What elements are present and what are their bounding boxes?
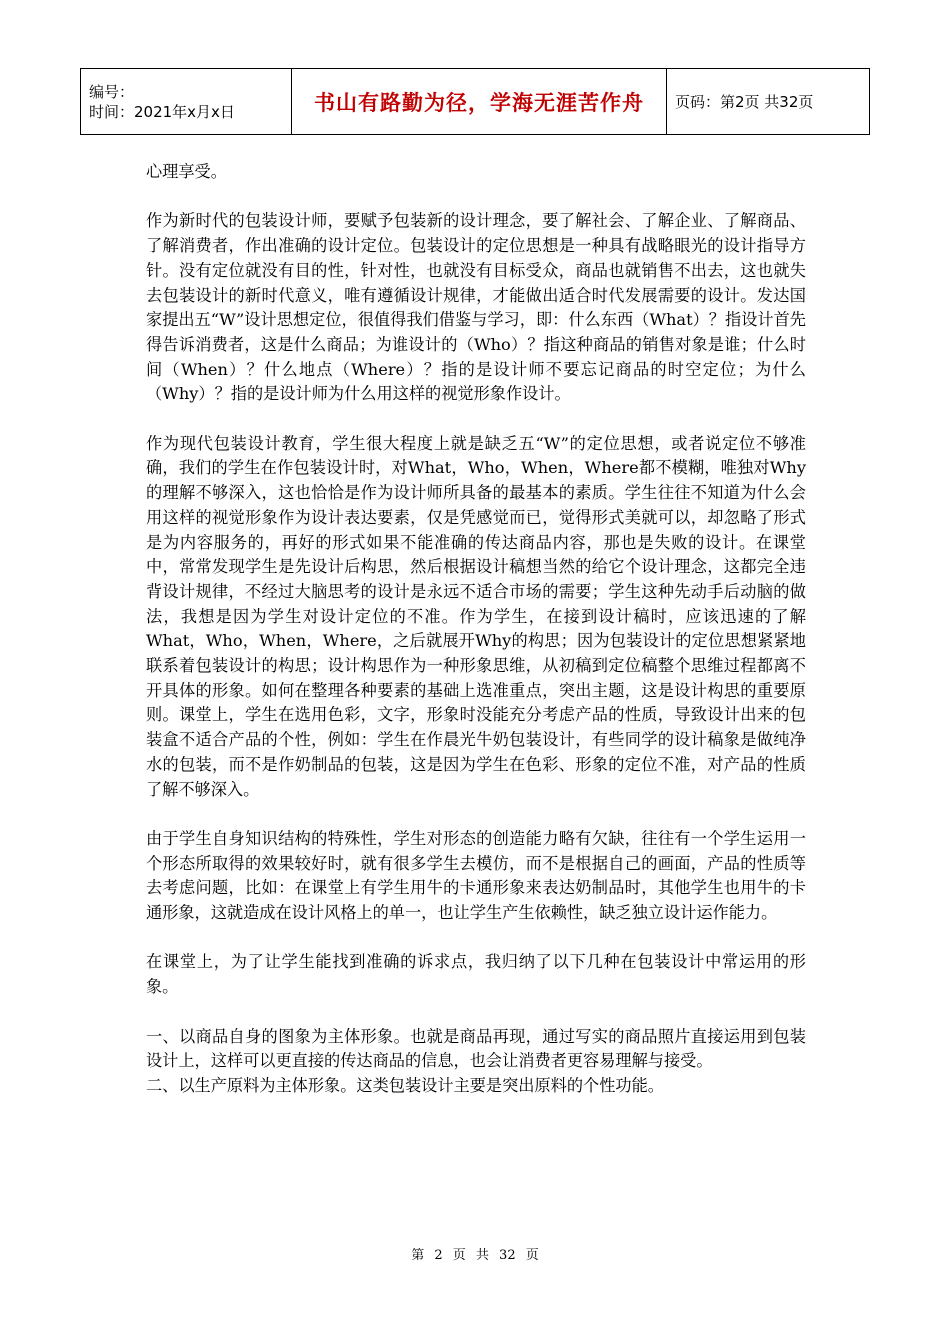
header-page-info: 页码：第2页 共32页 (667, 69, 870, 135)
document-date: 时间：2021年x月x日 (89, 102, 235, 121)
paragraph: 心理享受。 (146, 162, 227, 181)
paragraph: 在课堂上，为了让学生能找到准确的诉求点，我归纳了以下几种在包装设计中常运用的形象。 (146, 952, 806, 997)
paragraph: 作为现代包装设计教育，学生很大程度上就是缺乏五“W”的定位思想，或者说定位不够准确，我们的学生在作包装设计时，对What，Who，When，Where都不模糊，唯独对Why的理解不够深入，这也恰恰是作为设计师所具备的最基本的素质。学生往往不知道为什么会用这样的视觉形象作为设计表达要素，仅是凭感觉而已，觉得形式美就可以，却忽略了形式是为内容服务的，再好的形式如果不能准确的传达商品内容，那也是失败的设计。在课堂中，常常发现学生是先设计后构思，然后根据设计稿想当然的给它个设计理念，这都完全违背设计规律，不经过大脑思考的设计是永远不适合市场的需要；学生这种先动手后动脑的做法，我想是因为学生对设计定位的不准。作为学生，在接到设计稿时，应该迅速的了解What，Who，When，Where，之后就展开Why的构思；因为包装设计的定位思想紧紧地联系着包装设计的构思；设计构思作为一种形象思维，从初稿到定位稿整个思维过程都离不开具体的形象。如何在整理各种要素的基础上选准重点，突出主题，这是设计构思的重要原则。课堂上，学生在选用色彩，文字，形象时没能充分考虑产品的性质，导致设计出来的包装盒不适合产品的个性，例如：学生在作晨光牛奶包装设计，有些同学的设计稿象是做纯净水的包装，而不是作奶制品的包装，这是因为学生在色彩、形象的定位不准，对产品的性质了解不够深入。 (146, 433, 806, 799)
paragraph: 由于学生自身知识结构的特殊性，学生对形态的创造能力略有欠缺，往往有一个学生运用一个形态所取得的效果较好时，就有很多学生去模仿，而不是根据自己的画面，产品的性质等去考虑问题，比如：在课堂上有学生用牛的卡通形象来表达奶制品时，其他学生也用牛的卡通形象，这就造成在设计风格上的单一，也让学生产生依赖性，缺乏独立设计运作能力。 (146, 828, 806, 923)
paragraph: 二、以生产原料为主体形象。这类包装设计主要是突出原料的个性功能。 (146, 1075, 664, 1095)
document-number-label: 编号： (89, 82, 135, 101)
header-motto: 书山有路勤为径，学海无涯苦作舟 (292, 69, 667, 135)
paragraph: 一、以商品自身的图象为主体形象。也就是商品再现，通过写实的商品照片直接运用到包装设计上，这样可以更直接的传达商品的信息，也会让消费者更容易理解与接受。 (146, 1026, 806, 1071)
page-footer: 第 2 页 共 32 页 (411, 1248, 539, 1263)
paragraph: 作为新时代的包装设计师，要赋予包装新的设计理念，要了解社会、了解企业、了解商品、了解消费者，作出准确的设计定位。包装设计的定位思想是一种具有战略眼光的设计指导方针。没有定位就没有目的性，针对性，也就没有目标受众，商品也就销售不出去，这也就失去包装设计的新时代意义，唯有遵循设计规律，才能做出适合时代发展需要的设计。发达国家提出五“W”设计思想定位，很值得我们借鉴与学习，即：什么东西（What）？指设计首先得告诉消费者，这是什么商品；为谁设计的（Who）？指这种商品的销售对象是谁；什么时间（When）？什么地点（Where）？指的是设计师不要忘记商品的时空定位；为什么（Why）？指的是设计师为什么用这样的视觉形象作设计。 (146, 211, 806, 404)
document-body (146, 160, 806, 1099)
header-table (80, 68, 870, 135)
header-meta-cell (81, 69, 292, 135)
